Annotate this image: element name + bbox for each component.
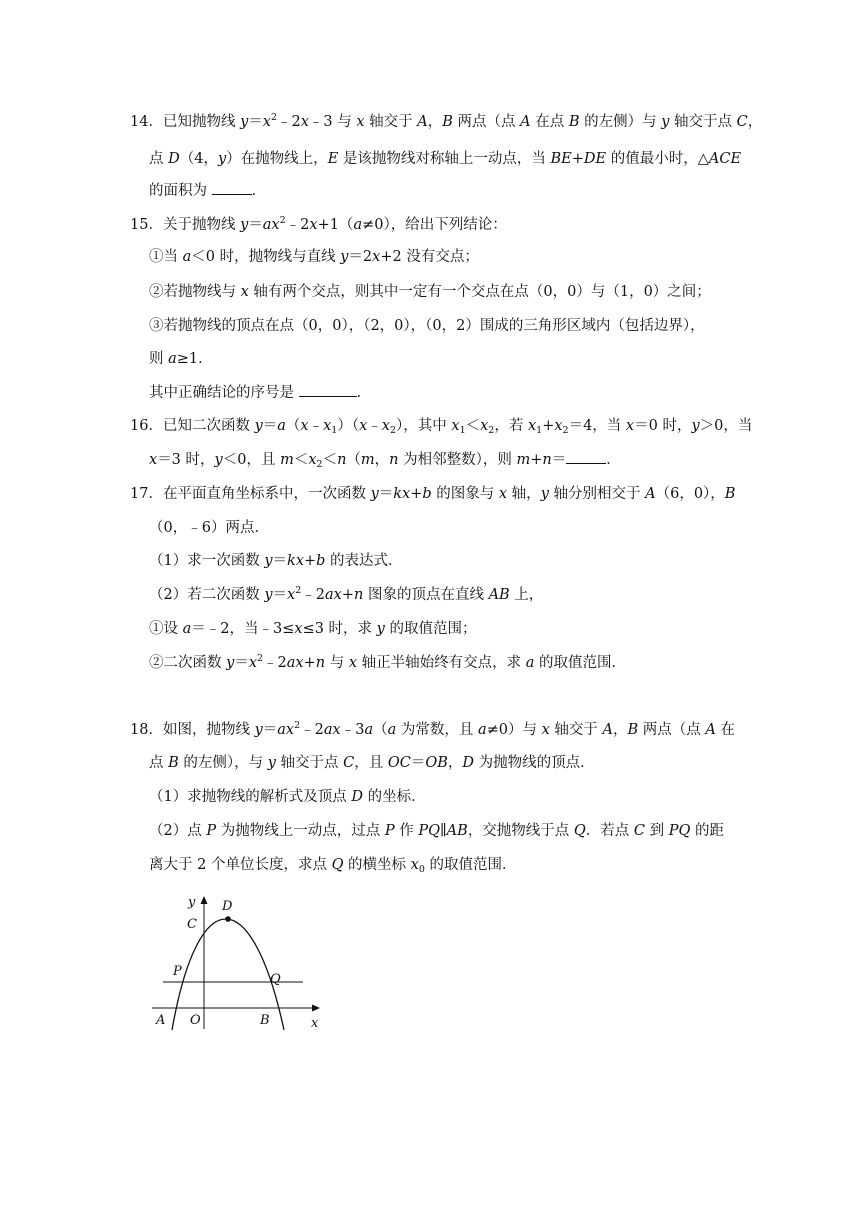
label-D: D [222,899,233,914]
label-O: O [190,1013,201,1028]
question-number: 14． [130,114,163,130]
label-x: x [311,1016,319,1031]
label-A: A [156,1013,166,1028]
answer-blank[interactable] [566,451,606,464]
label-B: B [260,1013,270,1028]
q17-sub2: ②二次函数 $y=x^2﹣2ax+n$ 与 x 轴正半轴始终有交点，求 a 的取值范围． [149,653,626,671]
q15-ask: 其中正确结论的序号是 ． [149,385,372,401]
question-number: 18． [130,722,163,738]
label-Q: Q [270,972,281,987]
q18-line1: 18．如图，抛物线 $y=ax^2﹣2ax﹣3a(a$ 为常数，且 a≠0）与 x 轴交于 A，B 两点（点 A 在 [130,720,735,738]
q15-conclusion-1: ①当 a＜0 时，抛物线与直线 y＝2x+2 没有交点； [149,249,479,265]
label-C: C [187,917,197,932]
question-number: 16． [130,418,163,434]
q14-line3: 的面积为 ． [149,183,267,199]
q14-line2: 点 D（4，y）在抛物线上，E 是该抛物线对称轴上一动点，当 BE+DE 的值最小时，△ACE [149,151,742,167]
question-number: 17． [130,486,163,502]
q15-conclusion-3: ③若抛物线的顶点在点（0，0），（2，0），（0，2）围成的三角形区域内（包括边界）， [149,318,705,334]
q15-line1: 15．关于抛物线 $y=ax^2﹣2x+1(a\ne 0)$，给出下列结论： [130,215,507,233]
vertex-point [225,916,231,922]
label-y: y [188,895,196,910]
q16-line1: 16．已知二次函数 $y=a(x﹣x_1)(x﹣x_2)$，其中 $x_1<x_2$，若 $x_1+x_2=4$，当 x＝0 时，y＞0，当 [130,418,753,436]
q15-conclusion-2: ②若抛物线与 x 轴有两个交点，则其中一定有一个交点在点（0，0）与（1，0）之间； [149,284,711,300]
q18-line2: 点 B 的左侧），与 y 轴交于点 C，且 OC＝OB，D 为抛物线的顶点． [149,755,595,771]
q17-sub1: ①设 a＝﹣2，当﹣3≤x≤3 时，求 y 的取值范围； [149,621,477,637]
q18-part1: （1）求抛物线的解析式及顶点 D 的坐标． [149,789,426,805]
q14-line1: 14．已知抛物线 $y=x^2﹣2x﹣3$ 与 x 轴交于 A，B 两点（点 A 在点 B 的左侧）与 y 轴交于点 C， [130,112,763,130]
q17-part1: （1）求一次函数 y＝kx+b 的表达式． [149,553,403,569]
x-axis-arrow [312,1005,320,1012]
label-P: P [173,964,182,979]
y-axis-arrow [201,896,208,904]
q17-part2: （2）若二次函数 $y=x^2﹣2ax+n$ 图象的顶点在直线 AB 上， [149,585,544,603]
q17-line2: （0，﹣6）两点． [149,520,269,536]
q15-conclusion-3-cont: 则 a≥1． [149,351,213,367]
question-number: 15． [130,217,163,233]
q18-part2: （2）点 P 为抛物线上一动点，过点 P 作 PQ∥AB，交抛物线于点 Q．若点 C 到 PQ 的距 [149,823,725,839]
parabola-figure [150,886,350,1036]
answer-blank[interactable] [212,182,252,195]
q17-line1: 17．在平面直角坐标系中，一次函数 y＝kx+b 的图象与 x 轴，y 轴分别相交于 A（6，0），B [130,486,736,502]
q16-line2: x＝3 时，y＜0，且 $m<x_2<n(m$，n 为相邻整数），则 m+n＝ ． [149,452,621,470]
answer-blank[interactable] [299,384,357,397]
q18-part2-cont: 离大于 2 个单位长度，求点 Q 的横坐标 $x_0$ 的取值范围． [149,857,517,875]
